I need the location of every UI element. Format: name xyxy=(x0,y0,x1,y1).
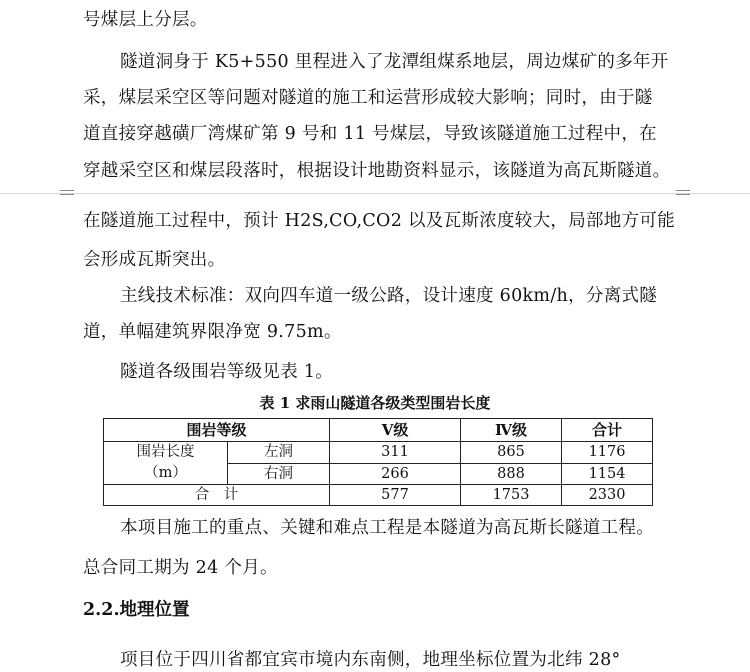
row-name-cell: 右洞 xyxy=(228,463,330,485)
sum-label-cell: 合 计 xyxy=(104,485,330,506)
header-cell: Ⅳ级 xyxy=(461,419,562,442)
page-break-marker-right xyxy=(676,188,690,198)
paragraph-line: 采，煤层采空区等问题对隧道的施工和运营形成较大影响；同时，由于隧 xyxy=(83,88,653,108)
paragraph-line: 隧道各级围岩等级见表 1。 xyxy=(120,362,334,382)
paragraph-line: 本项目施工的重点、关键和难点工程是本隧道为高瓦斯长隧道工程。 xyxy=(120,518,654,538)
paragraph-line: 主线技术标准：双向四车道一级公路，设计速度 60km/h，分离式隧 xyxy=(120,286,658,306)
table-cell: 865 xyxy=(461,442,562,464)
row-name-cell: 左洞 xyxy=(228,442,330,464)
header-cell: 合计 xyxy=(562,419,653,442)
paragraph-line: 穿越采空区和煤层段落时，根据设计地勘资料显示，该隧道为高瓦斯隧道。 xyxy=(83,161,671,181)
table-row xyxy=(104,442,653,464)
paragraph-line: 总合同工期为 24 个月。 xyxy=(83,558,278,578)
table-caption: 表 1 求雨山隧道各级类型围岩长度 xyxy=(259,394,491,412)
table-cell: 1154 xyxy=(562,463,653,485)
header-cell: 围岩等级 xyxy=(104,419,330,442)
table-cell: 311 xyxy=(330,442,461,464)
table-cell: 2330 xyxy=(562,485,653,506)
table-cell: 1176 xyxy=(562,442,653,464)
table-header-row xyxy=(104,419,653,442)
section-heading: 2.2.地理位置 xyxy=(83,600,190,620)
paragraph-line: 在隧道施工过程中，预计 H2S,CO,CO2 以及瓦斯浓度较大，局部地方可能 xyxy=(83,211,675,231)
paragraph-line: 号煤层上分层。 xyxy=(83,10,208,30)
rock-grade-table xyxy=(103,418,653,506)
paragraph-line: 道直接穿越磺厂湾煤矿第 9 号和 11 号煤层，导致该隧道施工过程中，在 xyxy=(83,124,657,144)
table-cell: 888 xyxy=(461,463,562,485)
row-group-label-line: 围岩长度 xyxy=(136,444,195,460)
row-group-label-unit: （m） xyxy=(144,465,187,481)
paragraph-line: 隧道洞身于 K5+550 里程进入了龙潭组煤系地层，周边煤矿的多年开 xyxy=(120,52,669,72)
page-break-line xyxy=(0,193,750,194)
header-cell: Ⅴ级 xyxy=(330,419,461,442)
table-cell: 577 xyxy=(330,485,461,506)
table-sum-row xyxy=(104,485,653,506)
page-break-marker-left xyxy=(60,188,74,198)
table-cell: 1753 xyxy=(461,485,562,506)
paragraph-line: 项目位于四川省都宜宾市境内东南侧，地理坐标位置为北纬 28° xyxy=(120,650,621,670)
paragraph-line: 会形成瓦斯突出。 xyxy=(83,250,226,270)
paragraph-line: 道，单幅建筑界限净宽 9.75m。 xyxy=(83,322,342,342)
row-group-label xyxy=(104,442,228,485)
table-cell: 266 xyxy=(330,463,461,485)
